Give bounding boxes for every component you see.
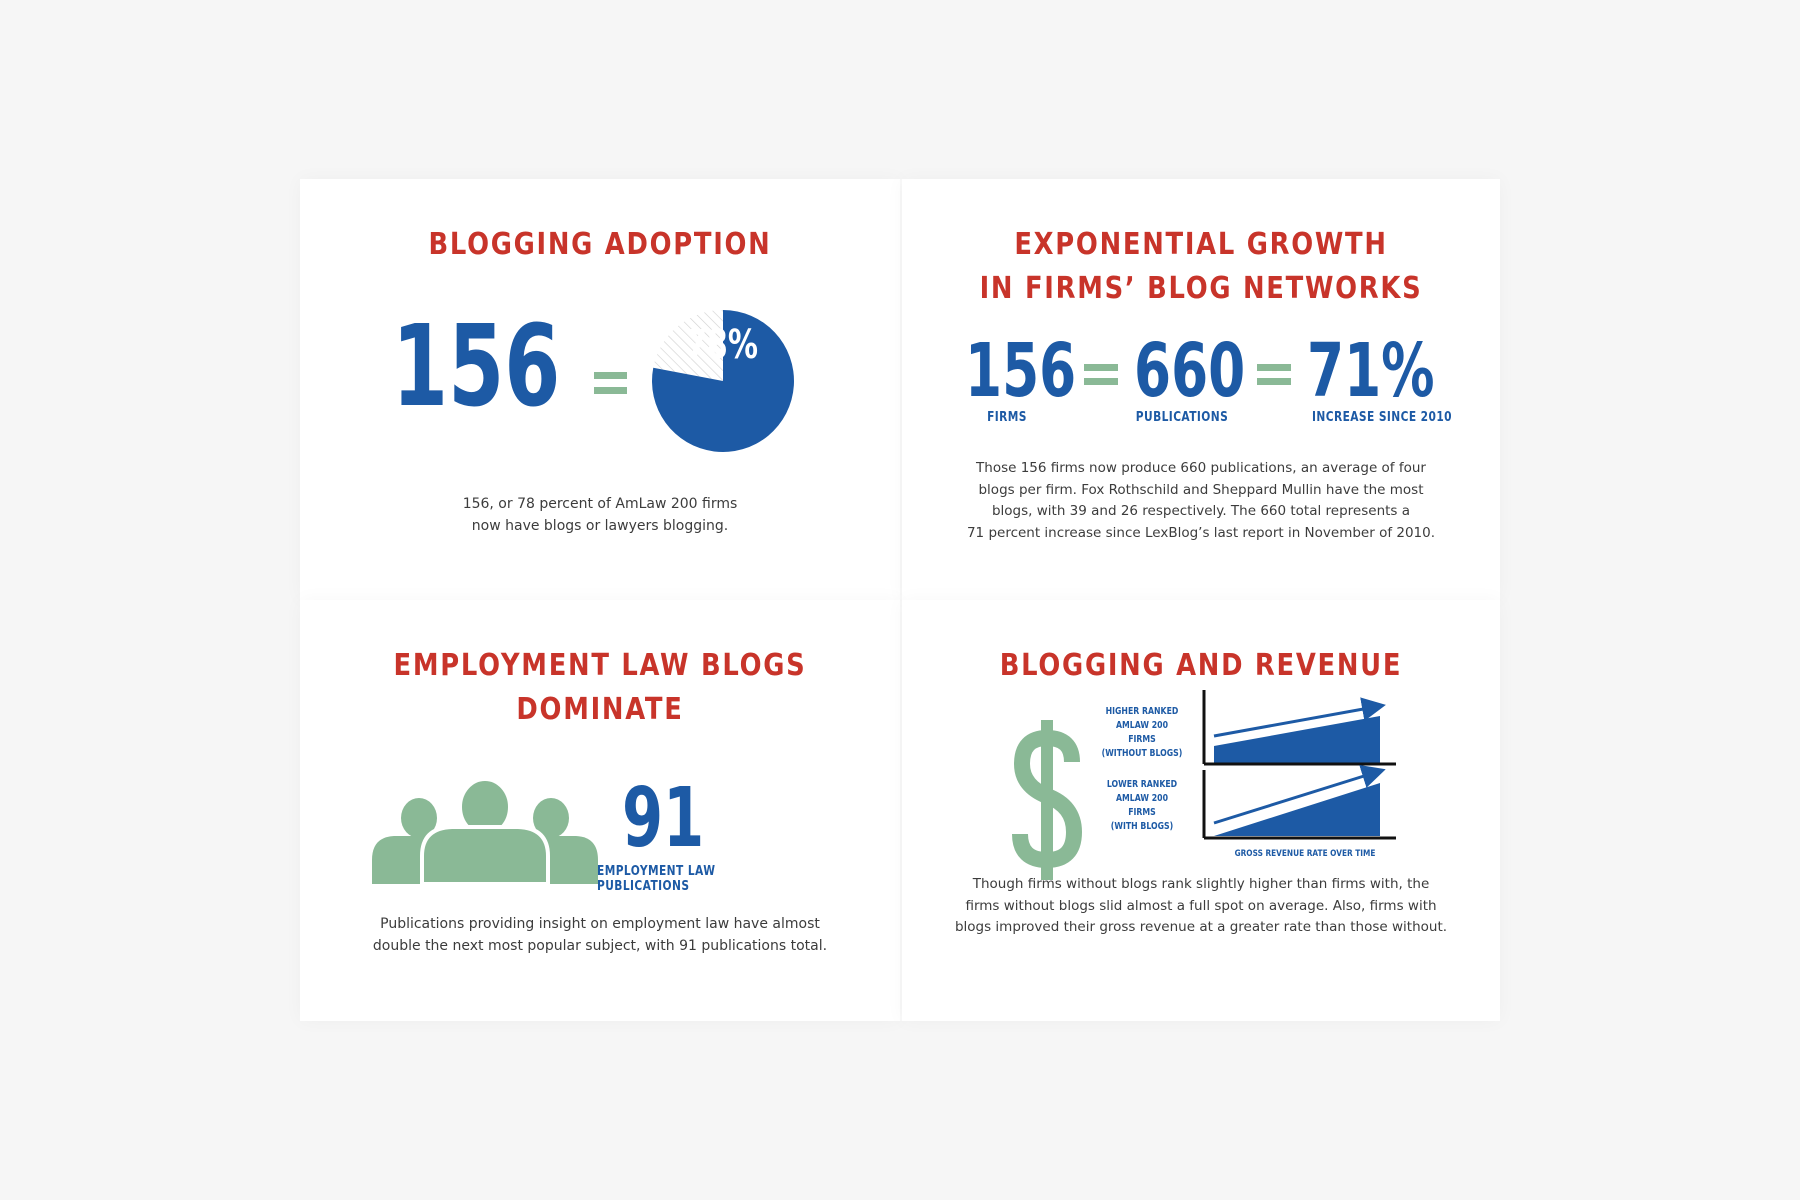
growth-description-line: 71 percent increase since LexBlog’s last report in November of 2010. (966, 524, 1436, 541)
adoption-description-line: now have blogs or lawyers blogging. (471, 518, 729, 534)
blogging-revenue-title: BLOGGING AND REVENUE (999, 648, 1403, 683)
series-label-line: (WITHOUT BLOGS) (1101, 748, 1183, 759)
revenue-description-line: blogs improved their gross revenue at a greater rate than those without. (954, 919, 1448, 935)
employment-law-title (342, 644, 858, 732)
employment-law-panel (300, 600, 900, 1021)
growth-firms-value: 156 (965, 328, 1077, 414)
with-blogs-area (1214, 783, 1380, 836)
equals-sign (594, 372, 627, 394)
series-label-with-blogs (1101, 778, 1183, 834)
exponential-growth-panel (902, 179, 1500, 600)
growth-publications-value: 660 (1134, 328, 1246, 414)
series-label-without-blogs (1101, 705, 1183, 761)
growth-description-line: Those 156 firms now produce 660 publications, an average of four (976, 460, 1426, 476)
series-label-line: AMLAW 200 FIRMS (1116, 720, 1168, 745)
employment-description-line: double the next most popular subject, with 91 publications total. (372, 938, 828, 954)
employment-count: 91 (622, 771, 705, 866)
employment-law-title-line: DOMINATE (516, 692, 684, 727)
employment-description-line: Publications providing insight on employment law have almost (380, 916, 820, 932)
growth-increase-label: INCREASE SINCE 2010 (1312, 410, 1452, 425)
blogging-adoption-title: BLOGGING ADOPTION (428, 227, 772, 262)
growth-description-line: blogs, with 39 and 26 respectively. The 660 total represents a (991, 503, 1411, 519)
growth-description (902, 458, 1500, 544)
infographic-sheet (300, 179, 1500, 1021)
exponential-growth-title-line: EXPONENTIAL GROWTH (1014, 227, 1388, 262)
employment-law-title-line: EMPLOYMENT LAW BLOGS (393, 648, 807, 683)
exponential-growth-title (944, 223, 1458, 311)
revenue-axis-label: GROSS REVENUE RATE OVER TIME (1234, 849, 1376, 859)
growth-description-line: blogs per firm. Fox Rothschild and Sheppard Mullin have the most (978, 481, 1424, 498)
employment-count-label: EMPLOYMENT LAW PUBLICATIONS (597, 864, 716, 894)
revenue-description-line: Though firms without blogs rank slightly higher than firms with, the (972, 876, 1430, 892)
equals-sign (1257, 364, 1291, 385)
series-label-line: AMLAW 200 FIRMS (1116, 793, 1168, 818)
growth-publications-label: PUBLICATIONS (1135, 410, 1229, 425)
growth-firms-label: FIRMS (987, 410, 1027, 425)
dollar-sign-icon (1012, 720, 1082, 880)
series-label-line: LOWER RANKED (1106, 779, 1178, 790)
growth-increase-value: 71% (1307, 328, 1435, 414)
firm-count: 156 (392, 302, 561, 432)
revenue-description (902, 874, 1500, 939)
without-blogs-area (1214, 716, 1380, 763)
equals-sign (1084, 364, 1118, 385)
blogging-adoption-panel (300, 179, 900, 600)
series-label-line: HIGHER RANKED (1105, 706, 1179, 717)
exponential-growth-title-line: IN FIRMS’ BLOG NETWORKS (979, 271, 1423, 306)
pie-percent-label: 78% (686, 322, 758, 368)
revenue-description-line: firms without blogs slid almost a full spot on average. Also, firms with (965, 897, 1437, 914)
blogging-revenue-panel (902, 600, 1500, 1021)
revenue-growth-chart (1200, 688, 1410, 848)
people-icon (372, 774, 598, 884)
series-label-line: (WITH BLOGS) (1110, 821, 1174, 832)
adoption-pie-chart (650, 308, 796, 454)
employment-description (300, 913, 900, 957)
adoption-description-line: 156, or 78 percent of AmLaw 200 firms (462, 496, 738, 512)
adoption-description (300, 493, 900, 537)
